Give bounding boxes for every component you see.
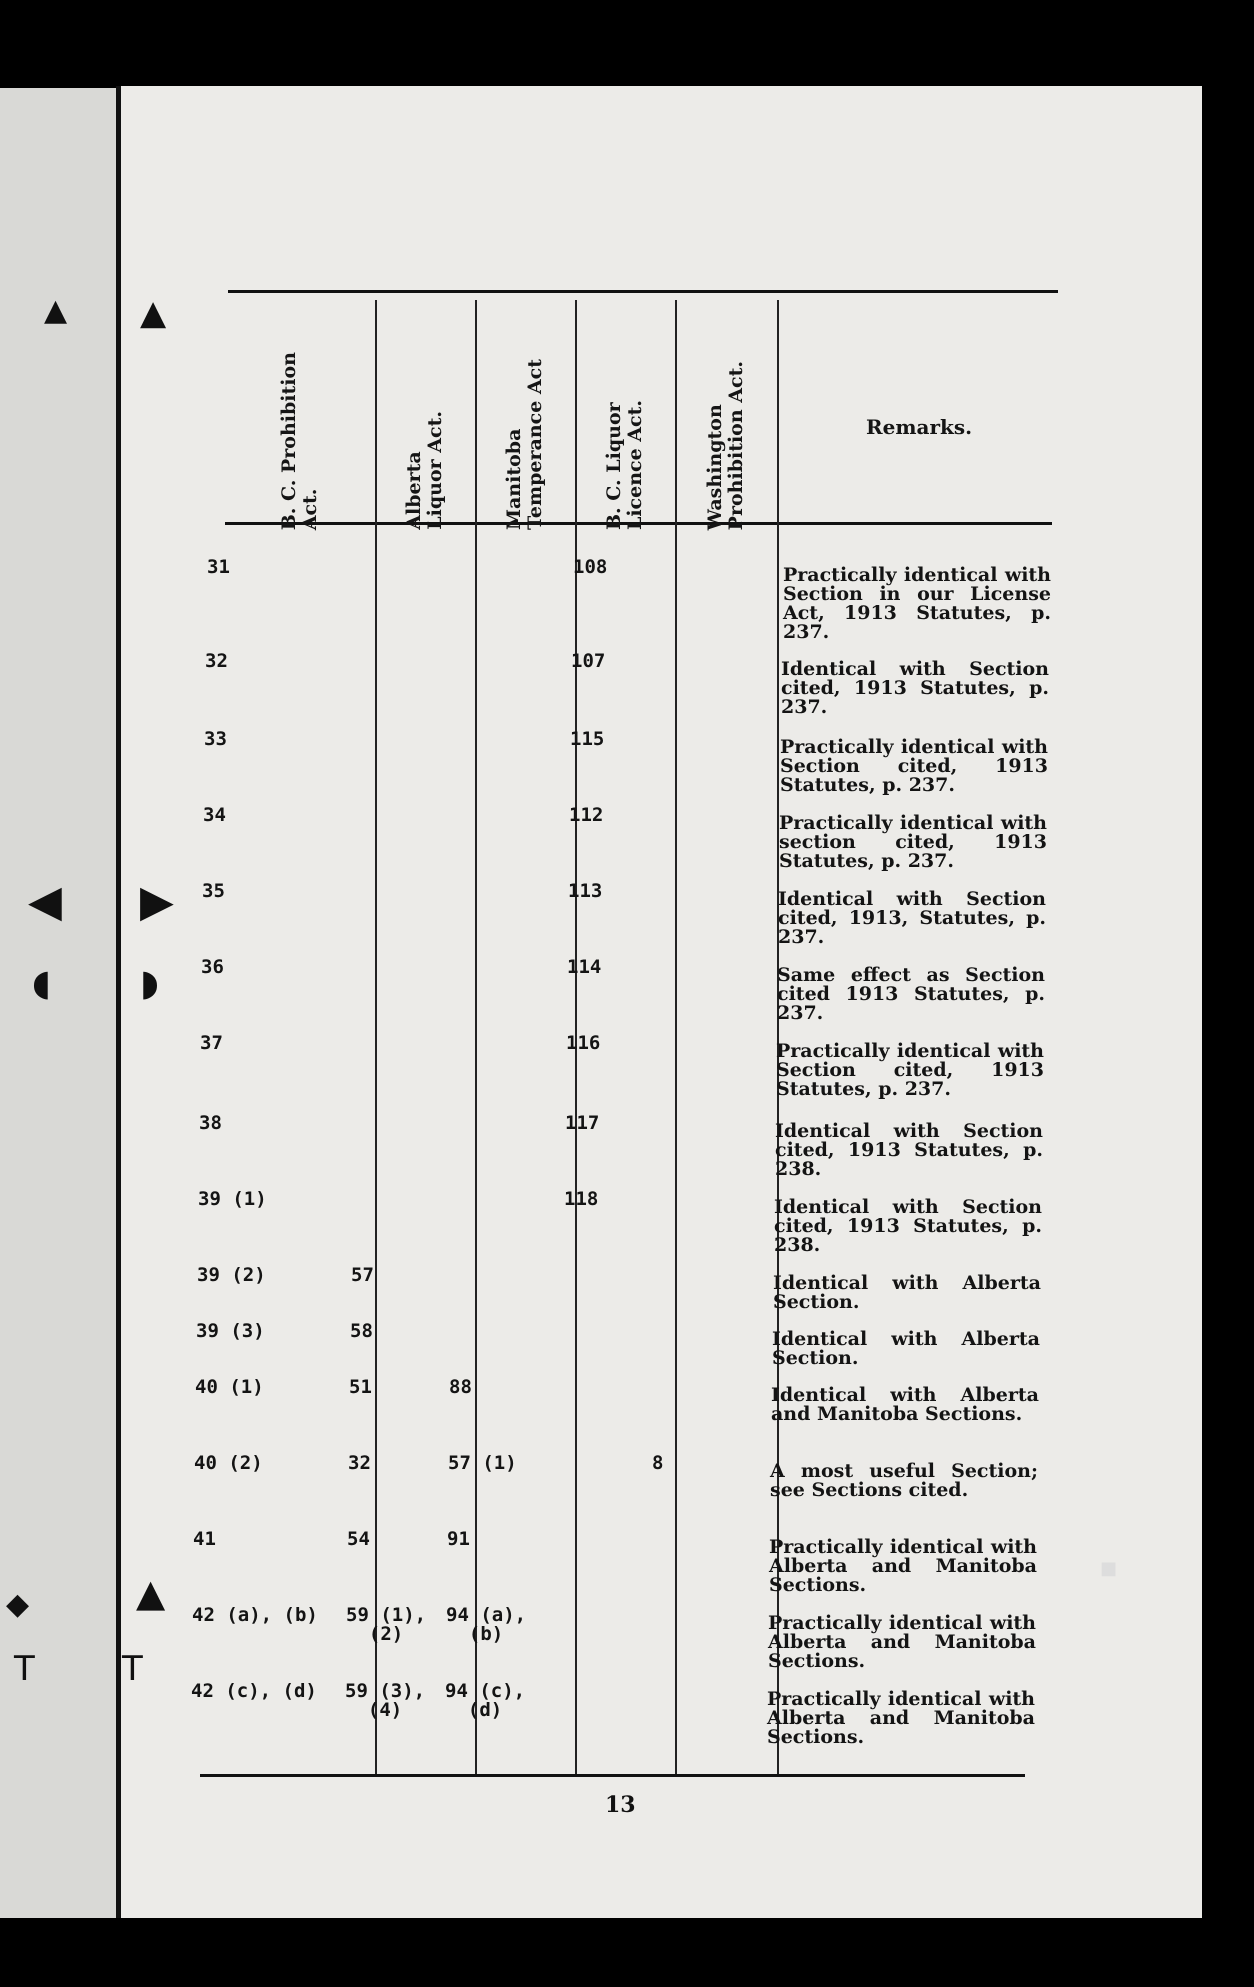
cell-manitoba: 94 (a), (b) (446, 1604, 527, 1645)
cell-manitoba: 91 (447, 1528, 470, 1550)
page-number: 13 (605, 1792, 636, 1818)
header-manitoba (475, 300, 575, 530)
header-bc-licence (575, 300, 675, 530)
cell-bc-licence: 117 (565, 1112, 600, 1134)
cell-remark: Practically identical with Alberta and Manitoba Sections. (767, 1688, 1035, 1748)
facing-page-edge (0, 88, 118, 1918)
cell-bc-prohibition: 39 (2) (197, 1264, 266, 1286)
cell-alberta: 32 (348, 1452, 371, 1474)
cell-bc-licence: 114 (567, 956, 602, 978)
cell-remark: Practically identical with Alberta and Manitoba Sections. (769, 1536, 1037, 1596)
cell-bc-prohibition: 32 (205, 650, 228, 672)
cell-manitoba: 88 (449, 1376, 472, 1398)
header-manitoba-text: Manitoba Temperance Act (503, 358, 546, 530)
cell-remark: Identical with Section cited, 1913 Statutes, p. 237. (781, 658, 1049, 718)
cell-alberta: 57 (351, 1264, 374, 1286)
binding-mark-icon: ◖ (32, 963, 51, 1004)
cell-bc-licence: 112 (569, 804, 604, 826)
cell-remark: Identical with Section cited, 1913 Statutes, p. 238. (774, 1196, 1042, 1256)
cell-remark: Identical with Alberta and Manitoba Sections. (771, 1384, 1039, 1425)
binding-mark-icon: T (122, 1649, 143, 1689)
cell-bc-licence: 113 (568, 880, 603, 902)
binding-mark-icon: ◀ (28, 876, 62, 927)
binding-mark-icon: T (14, 1649, 35, 1689)
cell-washington: 8 (652, 1452, 664, 1474)
cell-bc-prohibition: 36 (201, 956, 224, 978)
cell-bc-prohibition: 37 (200, 1032, 223, 1054)
cell-bc-prohibition: 39 (1) (198, 1188, 267, 1210)
binding-mark-icon: ■ (1100, 1558, 1118, 1579)
header-bc-prohibition (225, 300, 375, 530)
table-top-rule (228, 290, 1058, 293)
cell-remark: Practically identical with Section in our License Act, 1913 Statutes, p. 237. (783, 564, 1051, 643)
cell-manitoba: 94 (c), (d) (445, 1680, 526, 1721)
binding-mark-icon: ◆ (6, 1587, 30, 1622)
cell-bc-prohibition: 33 (204, 728, 227, 750)
cell-bc-prohibition: 42 (c), (d) (191, 1680, 317, 1702)
cell-remark: Practically identical with Alberta and Manitoba Sections. (768, 1612, 1036, 1672)
table-bottom-rule (200, 1774, 1025, 1777)
binding-mark-icon: ◗ (140, 963, 159, 1004)
cell-remark: Identical with Section cited, 1913, Statutes, p. 237. (778, 888, 1046, 948)
cell-alberta: 51 (349, 1376, 372, 1398)
cell-alberta: 58 (350, 1320, 373, 1342)
cell-alberta: 59 (1), (2) (346, 1604, 427, 1645)
cell-remark: Practically identical with section cited, 1913 Statutes, p. 237. (779, 812, 1047, 872)
cell-manitoba: 57 (1) (448, 1452, 517, 1474)
cell-bc-prohibition: 40 (2) (194, 1452, 263, 1474)
cell-bc-licence: 116 (566, 1032, 601, 1054)
header-alberta-text: Alberta Liquor Act. (403, 411, 446, 530)
cell-bc-licence: 115 (570, 728, 605, 750)
header-washington-text: Washington Prohibition Act. (704, 360, 747, 530)
cell-remark: Identical with Alberta Section. (773, 1272, 1041, 1313)
binding-mark-icon: ▲ (136, 1571, 166, 1615)
cell-remark: Same effect as Section cited 1913 Statutes, p. 237. (777, 964, 1045, 1024)
header-bc-licence-text: B. C. Liquor Licence Act. (603, 399, 646, 530)
comparison-table (191, 300, 1055, 1818)
cell-remark: A most useful Section; see Sections cited. (770, 1460, 1038, 1501)
cell-bc-prohibition: 39 (3) (196, 1320, 265, 1342)
cell-remark: Identical with Section cited, 1913 Statutes, p. 238. (775, 1120, 1043, 1180)
cell-bc-licence: 108 (573, 556, 608, 578)
cell-bc-prohibition: 35 (202, 880, 225, 902)
cell-bc-prohibition: 40 (1) (195, 1376, 264, 1398)
header-bc-prohibition-text: B. C. Prohibition Act. (278, 351, 321, 530)
cell-bc-prohibition: 41 (193, 1528, 216, 1550)
cell-alberta: 54 (347, 1528, 370, 1550)
cell-bc-licence: 118 (564, 1188, 599, 1210)
cell-bc-prohibition: 34 (203, 804, 226, 826)
binding-mark-icon: ▶ (140, 876, 174, 927)
cell-remark: Practically identical with Section cited, 1913 Statutes, p. 237. (780, 736, 1048, 796)
cell-bc-licence: 107 (571, 650, 606, 672)
cell-bc-prohibition: 31 (207, 556, 230, 578)
header-alberta (375, 300, 475, 530)
cell-remark: Practically identical with Section cited, 1913 Statutes, p. 237. (776, 1040, 1044, 1100)
cell-remark: Identical with Alberta Section. (772, 1328, 1040, 1369)
cell-bc-prohibition: 38 (199, 1112, 222, 1134)
binding-mark-icon: ▲ (44, 293, 68, 328)
cell-alberta: 59 (3), (4) (345, 1680, 426, 1721)
header-washington (675, 300, 777, 530)
header-remarks: Remarks. (866, 415, 973, 439)
cell-bc-prohibition: 42 (a), (b) (192, 1604, 318, 1626)
binding-mark-icon: ▲ (140, 293, 167, 333)
